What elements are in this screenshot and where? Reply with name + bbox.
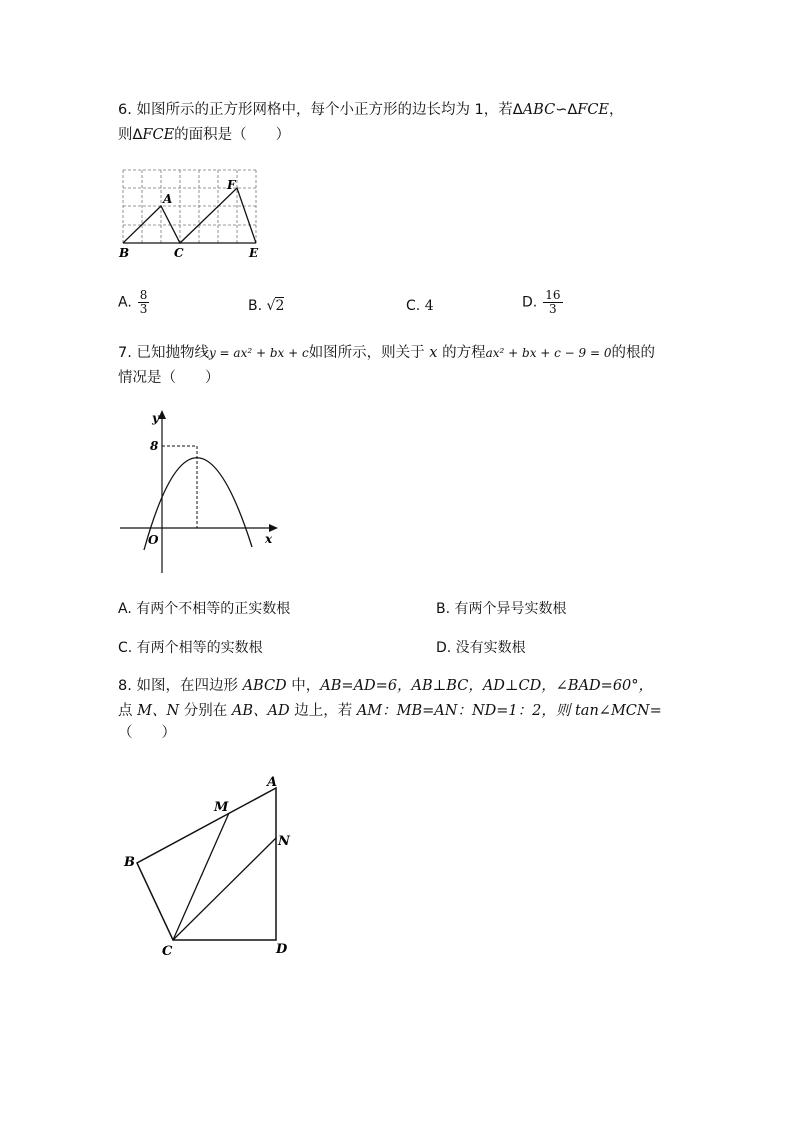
q7-stem-line1 xyxy=(118,343,655,363)
q6-label-f: F xyxy=(227,178,236,192)
q6-option-d-label: D. xyxy=(522,294,538,311)
q8-label-n: N xyxy=(278,834,290,849)
q6-label-e: E xyxy=(249,246,259,260)
q6-label-a: A xyxy=(163,192,173,206)
q6-triangle-fce-2: FCE xyxy=(142,127,175,143)
q6-label-c: C xyxy=(174,246,184,260)
q6-stem-line2 xyxy=(118,125,290,145)
q8-stem-line2 xyxy=(118,701,662,721)
q6-grid-lines xyxy=(123,170,256,243)
q7-parabola-curve xyxy=(144,458,252,550)
q6-question: 的面积是（ ） xyxy=(174,127,291,143)
q6-triangle-fce: FCE xyxy=(577,102,610,118)
q8-stem-text-4: 分别在 xyxy=(183,703,228,719)
q6-triangle-symbol: Δ xyxy=(512,102,523,118)
q6-option-a-num: 8 xyxy=(139,288,148,302)
q6-stem-text: 6. 如图所示的正方形网格中，每个小正方形的边长均为 1，若 xyxy=(118,102,513,118)
q8-quad-name: ABCD xyxy=(242,678,287,694)
q8-sides: AB、AD xyxy=(231,703,290,719)
q8-stem-line3 xyxy=(118,723,176,743)
q6-triangle-symbol-3: Δ xyxy=(132,127,143,143)
q8-stem-text-5: 边上，若 xyxy=(294,703,353,719)
q7-equation-parabola: y = ax² + bx + c xyxy=(208,346,309,360)
q6-option-a-den: 3 xyxy=(139,302,148,316)
q6-then: 则 xyxy=(118,127,133,143)
q7-option-b[interactable]: B. 有两个异号实数根 xyxy=(436,601,567,617)
q7-stem-text: 7. 已知抛物线 xyxy=(118,345,209,361)
q7-option-d[interactable]: D. 没有实数根 xyxy=(436,640,526,656)
q7-label-x: x xyxy=(265,532,273,546)
q6-triangles xyxy=(123,188,256,243)
q6-triangle-abc: ABC xyxy=(522,102,556,118)
q8-label-m: M xyxy=(214,800,229,815)
q7-y-arrow xyxy=(158,410,166,419)
q8-stem-line1 xyxy=(118,676,653,696)
q7-stem-text-5: 情况是（ ） xyxy=(118,370,220,386)
q7-stem-text-3: 的方程 xyxy=(442,345,486,361)
q8-segment-cn xyxy=(173,838,276,940)
q6-option-c-label: C. xyxy=(406,298,421,314)
q8-stem-text-3: 点 xyxy=(118,703,133,719)
q7-stem-line2 xyxy=(118,368,220,388)
q8-stem-text: 8. 如图，在四边形 xyxy=(118,678,238,694)
q8-stem-text-2: 中， xyxy=(291,678,321,694)
q6-option-d-fraction xyxy=(543,289,562,316)
q6-option-a-fraction xyxy=(138,289,150,316)
q7-label-origin: O xyxy=(148,533,159,547)
q6-option-c-value: 4 xyxy=(424,298,434,314)
q8-label-b: B xyxy=(124,855,135,870)
q6-option-b[interactable] xyxy=(248,298,284,314)
q6-option-d-den: 3 xyxy=(549,302,557,316)
q8-ratio: AM：MB=AN：ND=1：2，则 tan∠MCN= xyxy=(356,703,662,719)
q6-grid-figure xyxy=(112,165,272,265)
q6-label-b: B xyxy=(119,246,130,260)
q7-option-a[interactable]: A. 有两个不相等的正实数根 xyxy=(118,601,291,617)
q6-option-b-value: 2 xyxy=(275,298,285,314)
q7-label-eight: 8 xyxy=(150,439,159,453)
q6-similar-symbol: ∽ xyxy=(555,102,568,118)
q8-answer-blank: （ ） xyxy=(118,725,176,741)
q6-stem-line1 xyxy=(118,100,624,120)
q7-stem-text-2: 如图所示，则关于 xyxy=(308,345,425,361)
q8-label-d: D xyxy=(276,942,288,957)
q6-option-b-label: B. xyxy=(248,298,263,314)
q7-option-c[interactable]: C. 有两个相等的实数根 xyxy=(118,640,263,656)
q7-label-y: y xyxy=(152,411,159,425)
q6-triangle-symbol-2: Δ xyxy=(567,102,578,118)
q7-parabola-figure xyxy=(115,405,285,580)
q7-var-x: x xyxy=(429,345,438,361)
q8-quadrilateral-figure xyxy=(115,770,305,965)
q7-equation-root: ax² + bx + c − 9 = 0 xyxy=(485,346,612,360)
q7-x-arrow xyxy=(269,524,278,532)
q6-option-a-label: A. xyxy=(118,294,132,311)
q6-option-d[interactable] xyxy=(522,289,563,316)
q6-option-b-radical: √ xyxy=(266,298,276,314)
q7-stem-text-4: 的根的 xyxy=(611,345,655,361)
q8-conditions: AB=AD=6，AB⊥BC，AD⊥CD，∠BAD=60°， xyxy=(320,678,654,694)
q8-points: M、N xyxy=(137,703,180,719)
q6-option-c[interactable] xyxy=(406,298,434,314)
q6-option-d-num: 16 xyxy=(545,288,561,302)
q6-option-a[interactable] xyxy=(118,289,149,316)
q8-segment-cm xyxy=(173,813,229,940)
q6-comma: ， xyxy=(609,102,624,118)
q8-label-c: C xyxy=(162,944,173,959)
q8-label-a: A xyxy=(267,775,278,790)
